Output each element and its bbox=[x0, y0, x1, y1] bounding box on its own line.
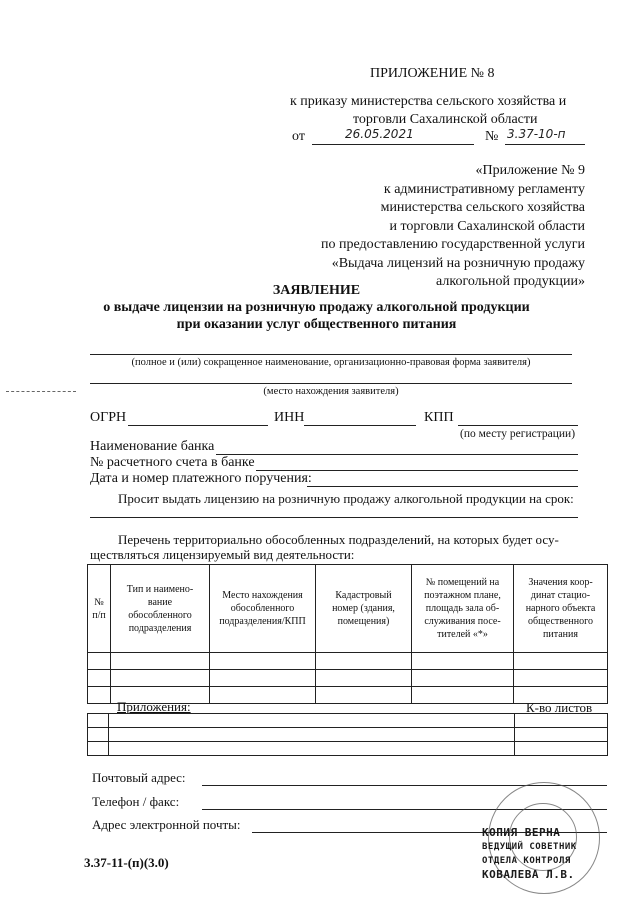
payment-field bbox=[307, 486, 578, 487]
phone-label: Телефон / факс: bbox=[92, 794, 180, 809]
applicant-name-line bbox=[90, 354, 572, 355]
inn-field bbox=[304, 425, 416, 426]
account-label: № расчетного счета в банке bbox=[90, 455, 255, 470]
number-label: № bbox=[485, 129, 499, 144]
payment-label: Дата и номер платежного поручения: bbox=[90, 471, 312, 486]
sheets-count-label: К-во листов bbox=[526, 700, 593, 715]
regulation-line-4: и торговли Сахалинской области bbox=[389, 218, 585, 234]
col-coordinates: Значения коор- динат стацио- нарного объекта общественного питания bbox=[514, 565, 608, 653]
certification-line-3: ОТДЕЛА КОНТРОЛЯ bbox=[482, 856, 571, 866]
regulation-line-6: «Выдача лицензий на розничную продажу bbox=[331, 255, 585, 271]
inn-label: ИНН bbox=[274, 410, 305, 425]
kpp-label: КПП bbox=[424, 410, 454, 425]
certification-line-4: КОВАЛЕВА Л.В. bbox=[482, 868, 575, 881]
term-field bbox=[90, 517, 578, 518]
table-header-row bbox=[88, 565, 608, 653]
form-code: 3.37-11-(п)(3.0) bbox=[84, 855, 169, 870]
from-label: от bbox=[292, 129, 305, 144]
kpp-field bbox=[458, 425, 578, 426]
table-row bbox=[88, 728, 608, 742]
list-intro-line-1: Перечень территориально обособленных подразделений, на которых будет осу- bbox=[118, 532, 559, 547]
order-line-2: торговли Сахалинской области bbox=[353, 112, 538, 127]
ogrn-field bbox=[128, 425, 268, 426]
subdivisions-table bbox=[87, 564, 608, 704]
attachments-label: Приложения: bbox=[117, 699, 191, 714]
regulation-line-7: алкогольной продукции» bbox=[436, 274, 585, 289]
col-premises: № помещений на поэтажном плане, площадь зала об- служивания посе- тителей «*» bbox=[412, 565, 514, 653]
document-subtitle-2: при оказании услуг общественного питания bbox=[176, 317, 457, 332]
certification-line-1: КОПИЯ ВЕРНА bbox=[482, 826, 561, 839]
regulation-line-1: «Приложение № 9 bbox=[475, 163, 585, 178]
regulation-line-5: по предоставлению государственной услуги bbox=[321, 237, 585, 252]
scan-artifact-line bbox=[6, 391, 76, 392]
regulation-reference bbox=[265, 162, 585, 292]
applicant-name-hint: (полное и (или) сокращенное наименование, организационно-правовая форма заявителя) bbox=[131, 357, 531, 368]
order-date: 26.05.2021 bbox=[345, 127, 414, 141]
regulation-line-2: к административному регламенту bbox=[383, 181, 585, 197]
kpp-hint: (по месту регистрации) bbox=[460, 428, 576, 440]
email-label: Адрес электронной почты: bbox=[92, 817, 241, 832]
appendix-title: ПРИЛОЖЕНИЕ № 8 bbox=[370, 66, 495, 81]
table-row bbox=[88, 670, 608, 687]
col-location: Место нахождения обособленного подразделения/КПП bbox=[210, 565, 316, 653]
list-intro-line-2: ществляться лицензируемый вид деятельности: bbox=[90, 547, 355, 562]
date-line bbox=[312, 144, 474, 145]
number-line bbox=[505, 144, 585, 145]
ogrn-label: ОГРН bbox=[90, 410, 127, 425]
document-title: ЗАЯВЛЕНИЕ bbox=[272, 283, 361, 298]
postal-address-label: Почтовый адрес: bbox=[92, 770, 186, 785]
table-row bbox=[88, 653, 608, 670]
table-row bbox=[88, 742, 608, 756]
col-number: № п/п bbox=[88, 565, 111, 653]
order-line-1: к приказу министерства сельского хозяйства и bbox=[290, 94, 567, 109]
bank-field bbox=[216, 454, 578, 455]
col-type: Тип и наимено- вание обособленного подразделения bbox=[111, 565, 210, 653]
copy-certification bbox=[482, 826, 577, 882]
applicant-location-line bbox=[90, 383, 572, 384]
regulation-line-3: министерства сельского хозяйства bbox=[380, 200, 585, 215]
table-row bbox=[88, 714, 608, 728]
request-text: Просит выдать лицензию на розничную продажу алкогольной продукции на срок: bbox=[118, 491, 574, 506]
attachments-table bbox=[87, 713, 608, 756]
order-number: 3.37-10-п bbox=[507, 127, 566, 141]
document-subtitle-1: о выдаче лицензии на розничную продажу алкогольной продукции bbox=[103, 300, 530, 315]
applicant-location-hint: (место нахождения заявителя) bbox=[263, 386, 399, 397]
col-cadastral: Кадастровый номер (здания, помещения) bbox=[316, 565, 412, 653]
certification-line-2: ВЕДУЩИЙ СОВЕТНИК bbox=[482, 842, 577, 852]
bank-label: Наименование банка bbox=[90, 439, 215, 454]
